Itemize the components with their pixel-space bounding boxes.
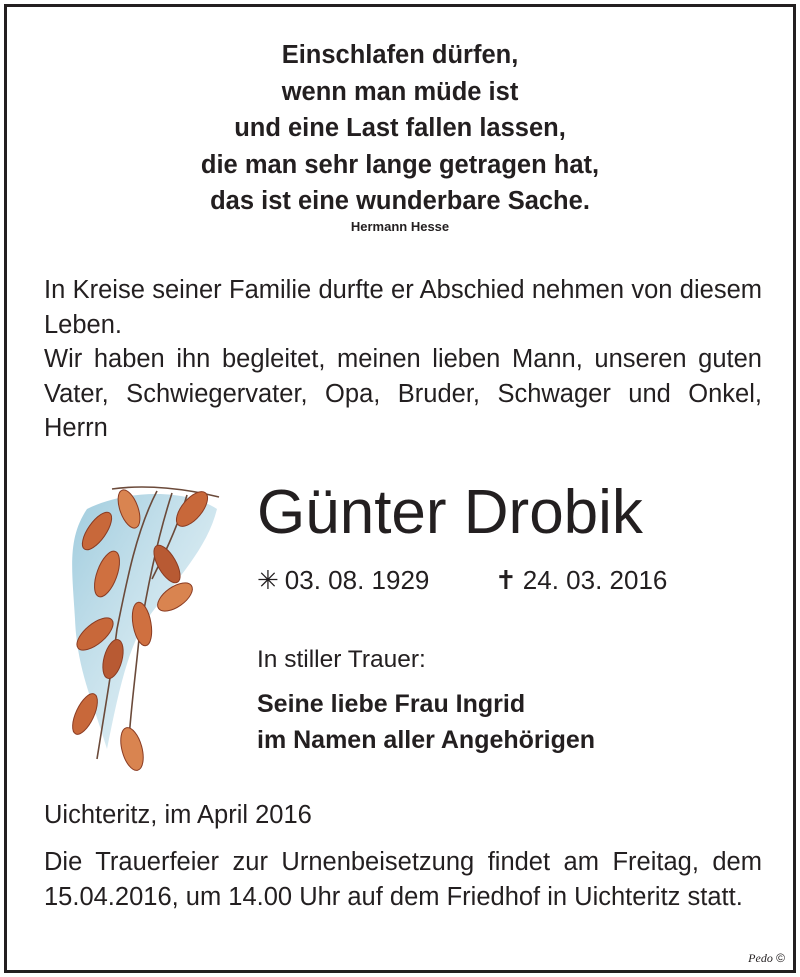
poem [7,37,793,220]
death-date: 24. 03. 2016 [522,565,668,595]
poem-line: das ist eine wunderbare Sache. [210,187,590,215]
poem-line: und eine Last fallen lassen, [234,114,566,142]
death-cross-icon: ✝ [495,565,517,595]
mourning-label: In stiller Trauer: [257,646,426,673]
birth-date: 03. 08. 1929 [284,565,430,595]
copyright-icon: © [776,951,785,965]
birth-date-group [257,563,429,597]
credit-text: Pedo [748,951,773,965]
mourners [257,686,595,758]
deceased-name: Günter Drobik [257,478,643,547]
poem-author: Hermann Hesse [350,219,450,234]
intro-text [44,273,762,446]
poem-line: wenn man müde ist [281,77,519,106]
credit [748,951,785,966]
intro-paragraph: Wir haben ihn begleitet, meinen lieben Mann, unseren guten Vater, Schwiegervater, Opa, Bruder, Schwager und Onkel, Herrn [44,345,762,442]
death-date-group [495,563,667,597]
intro-paragraph: In Kreise seiner Familie durfte er Abschied nehmen von diesem Leben. [44,276,762,339]
poem-line: Einschlafen dürfen, [281,41,519,69]
obituary-notice [4,4,796,973]
poem-line: die man sehr lange getragen hat, [200,150,600,179]
mourner-line: Seine liebe Frau Ingrid [257,690,526,718]
place-date: Uichteritz, im April 2016 [44,801,312,829]
autumn-leaves-illustration [57,469,225,781]
birth-star-icon: ✳ [257,565,279,595]
ceremony-info: Die Trauerfeier zur Urnenbeisetzung findet am Freitag, dem 15.04.2016, um 14.00 Uhr auf dem Friedhof in Uichteritz statt. [44,848,762,911]
mourner-line: im Namen aller Angehörigen [257,726,596,754]
